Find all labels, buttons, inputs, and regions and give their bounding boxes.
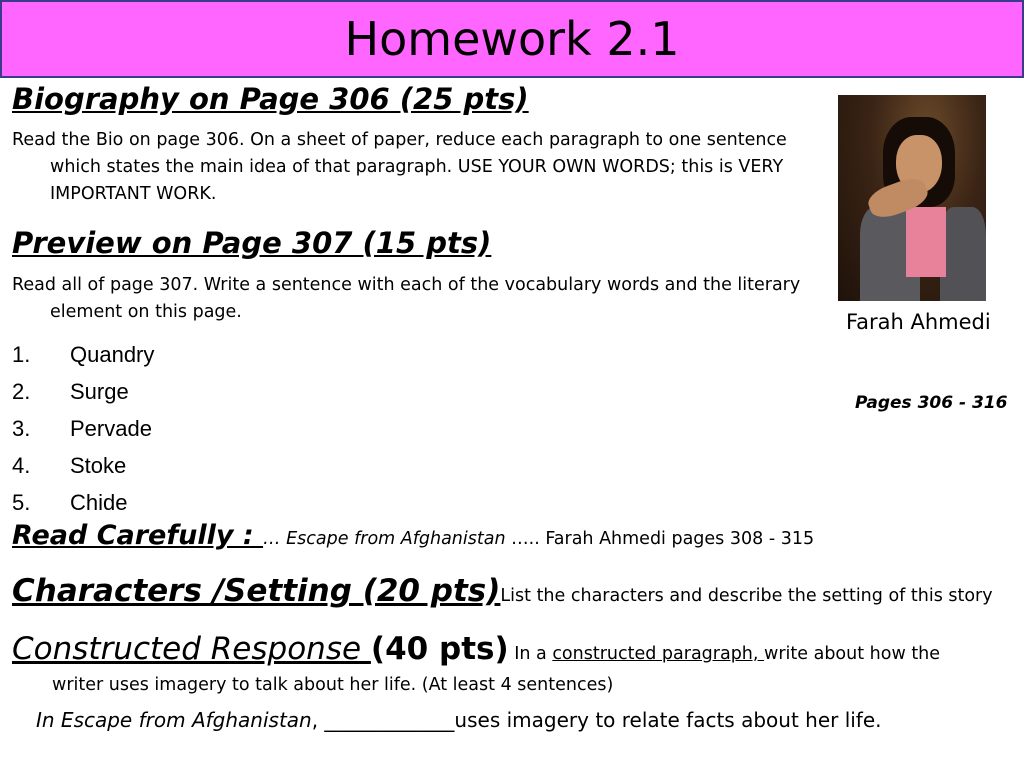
preview-instructions: Read all of page 307. Write a sentence with each of the vocabulary words and the literary element on this page. — [12, 275, 801, 322]
constructed-response-line — [12, 631, 940, 667]
biography-heading: Biography on Page 306 (25 pts) — [12, 82, 529, 116]
list-item — [12, 416, 312, 446]
vocabulary-list — [12, 342, 312, 522]
pages-range: Pages 306 - 316 — [855, 393, 1008, 413]
sentence-frame-rest: , _____________uses imagery to relate facts about her life. — [311, 708, 882, 732]
characters-setting-instructions: List the characters and describe the setting of this story — [500, 586, 993, 606]
constructed-response-body: write about how the — [764, 644, 941, 664]
list-number: 1. — [12, 342, 31, 367]
list-item — [12, 490, 312, 520]
list-item — [12, 453, 312, 483]
sentence-frame — [36, 708, 882, 732]
read-carefully-heading: Read Carefully : — [12, 520, 264, 551]
constructed-response-heading: Constructed Response — [12, 631, 371, 667]
reading-pages: ….. Farah Ahmedi pages 308 - 315 — [505, 529, 815, 549]
biography-instructions: Read the Bio on page 306. On a sheet of paper, reduce each paragraph to one sentence which states the main idea of that paragraph. USE YOUR OWN WORDS; this is VERY IMPORTANT WORK. — [12, 130, 787, 204]
list-item — [12, 342, 312, 372]
vocab-word: Pervade — [70, 416, 152, 441]
preview-heading: Preview on Page 307 (15 pts) — [12, 226, 492, 260]
read-carefully-line — [12, 520, 814, 551]
title-bar — [0, 0, 1024, 78]
constructed-paragraph-term: constructed paragraph, — [552, 644, 765, 664]
list-number: 5. — [12, 490, 31, 515]
ellipsis: … — [263, 529, 287, 549]
vocab-word: Surge — [70, 379, 129, 404]
characters-setting-line — [12, 573, 993, 609]
photo-caption: Farah Ahmedi — [846, 310, 991, 334]
characters-setting-heading: Characters /Setting (20 pts) — [12, 573, 501, 609]
constructed-response-intro: In a — [508, 644, 553, 664]
page-title: Homework 2.1 — [344, 12, 680, 66]
author-photo — [838, 95, 986, 301]
list-item — [12, 379, 312, 409]
sentence-frame-title: In Escape from Afghanistan — [36, 708, 312, 732]
list-number: 3. — [12, 416, 31, 441]
constructed-response-points: (40 pts) — [370, 631, 509, 667]
vocab-word: Chide — [70, 490, 128, 515]
list-number: 2. — [12, 379, 31, 404]
list-number: 4. — [12, 453, 31, 478]
vocab-word: Stoke — [70, 453, 127, 478]
book-title: Escape from Afghanistan — [286, 529, 506, 549]
vocab-word: Quandry — [70, 342, 155, 367]
constructed-response-body-line2: writer uses imagery to talk about her life. (At least 4 sentences) — [52, 675, 614, 695]
